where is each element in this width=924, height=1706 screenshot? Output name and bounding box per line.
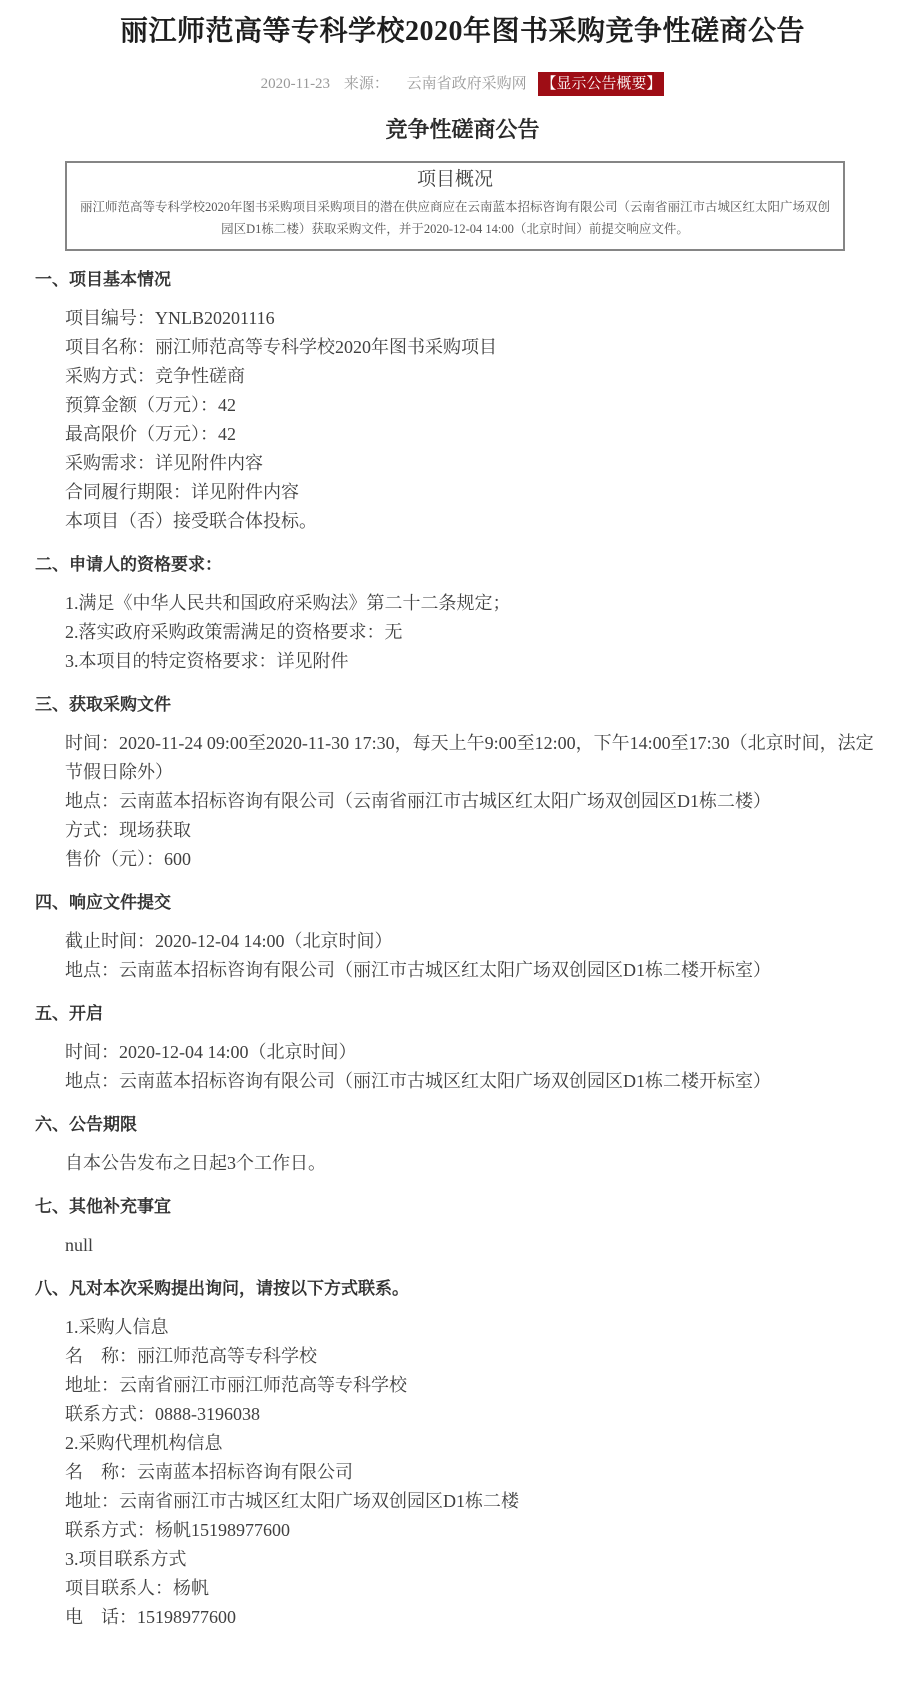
section-heading: 七、其他补充事宜: [35, 1197, 171, 1216]
announcement-subtitle: 竞争性磋商公告: [385, 117, 540, 142]
section-line: 地点：云南蓝本招标咨询有限公司（丽江市古城区红太阳广场双创园区D1栋二楼开标室）: [65, 960, 771, 980]
section-body: [35, 1149, 890, 1178]
section-line: 地址：云南省丽江市丽江师范高等专科学校: [65, 1375, 407, 1395]
show-summary-button[interactable]: 【显示公告概要】: [538, 72, 664, 96]
section-line: 名 称：丽江师范高等专科学校: [65, 1346, 317, 1366]
section-line: null: [65, 1235, 94, 1255]
section-line: 电 话：15198977600: [65, 1607, 236, 1627]
section-line: 名 称：云南蓝本招标咨询有限公司: [65, 1462, 353, 1482]
section-heading: 四、响应文件提交: [35, 893, 171, 912]
section-line: 项目联系人：杨帆: [65, 1578, 209, 1598]
section-heading: 三、获取采购文件: [35, 695, 171, 714]
section-line: 截止时间：2020-12-04 14:00（北京时间）: [65, 931, 393, 951]
section-line: 时间：2020-12-04 14:00（北京时间）: [65, 1042, 357, 1062]
section-line: 1.满足《中华人民共和国政府采购法》第二十二条规定；: [65, 593, 511, 613]
section-line: 预算金额（万元）：42: [65, 395, 236, 415]
section-line: 3.项目联系方式: [65, 1549, 187, 1569]
section-body: [35, 1038, 890, 1096]
section-body: [35, 1231, 890, 1260]
section-heading: 五、开启: [35, 1004, 103, 1023]
source-label: 来源：: [343, 76, 389, 92]
section-heading: 一、项目基本情况: [35, 270, 171, 289]
source-name: 云南省政府采购网: [406, 76, 527, 92]
sections: [35, 265, 890, 1632]
section-line: 售价（元）：600: [65, 849, 191, 869]
meta-line: [35, 72, 890, 96]
section-line: 2.采购代理机构信息: [65, 1433, 223, 1453]
section-line: 项目名称：丽江师范高等专科学校2020年图书采购项目: [65, 337, 497, 357]
section-line: 地点：云南蓝本招标咨询有限公司（丽江市古城区红太阳广场双创园区D1栋二楼开标室）: [65, 1071, 771, 1091]
announcement-section: [35, 1110, 890, 1178]
announcement-section: [35, 1192, 890, 1260]
section-heading: 六、公告期限: [35, 1115, 137, 1134]
publish-date: 2020-11-23: [260, 76, 331, 92]
announcement-section: [35, 888, 890, 985]
section-line: 3.本项目的特定资格要求：详见附件: [65, 651, 349, 671]
section-line: 自本公告发布之日起3个工作日。: [65, 1153, 326, 1173]
section-line: 联系方式：0888-3196038: [65, 1404, 260, 1424]
overview-body: 丽江师范高等专科学校2020年图书采购项目采购项目的潜在供应商应在云南蓝本招标咨询有限公司（云南省丽江市古城区红太阳广场双创园区D1栋二楼）获取采购文件，并于2020-12-04 14:00（北京时间）前提交响应文件。: [79, 200, 830, 236]
section-line: 本项目（否）接受联合体投标。: [65, 511, 317, 531]
section-body: [35, 589, 890, 676]
section-line: 2.落实政府采购政策需满足的资格要求：无: [65, 622, 403, 642]
announcement-section: [35, 690, 890, 874]
section-line: 方式：现场获取: [65, 820, 191, 840]
section-heading: 二、申请人的资格要求：: [35, 555, 222, 574]
section-line: 项目编号：YNLB20201116: [65, 308, 275, 328]
section-line: 地点：云南蓝本招标咨询有限公司（云南省丽江市古城区红太阳广场双创园区D1栋二楼）: [65, 791, 771, 811]
section-line: 采购需求：详见附件内容: [65, 453, 263, 473]
section-line: 时间：2020-11-24 09:00至2020-11-30 17:30，每天上午9:00至12:00，下午14:00至17:30（北京时间，法定节假日除外）: [65, 733, 874, 782]
section-line: 地址：云南省丽江市古城区红太阳广场双创园区D1栋二楼: [65, 1491, 519, 1511]
section-body: [35, 927, 890, 985]
announcement-section: [35, 265, 890, 536]
section-line: 联系方式：杨帆15198977600: [65, 1520, 290, 1540]
overview-title: 项目概况: [416, 169, 493, 190]
section-heading: 八、凡对本次采购提出询问，请按以下方式联系。: [35, 1279, 409, 1298]
section-line: 最高限价（万元）：42: [65, 424, 236, 444]
section-line: 1.采购人信息: [65, 1317, 169, 1337]
announcement-section: [35, 999, 890, 1096]
page-title: 丽江师范高等专科学校2020年图书采购竞争性磋商公告: [119, 16, 805, 47]
section-line: 合同履行期限：详见附件内容: [65, 482, 299, 502]
announcement-section: [35, 1274, 890, 1632]
section-line: 采购方式：竞争性磋商: [65, 366, 245, 386]
section-body: [35, 729, 890, 874]
section-body: [35, 1313, 890, 1632]
announcement-section: [35, 550, 890, 676]
project-overview-box: [65, 161, 845, 251]
section-body: [35, 304, 890, 536]
